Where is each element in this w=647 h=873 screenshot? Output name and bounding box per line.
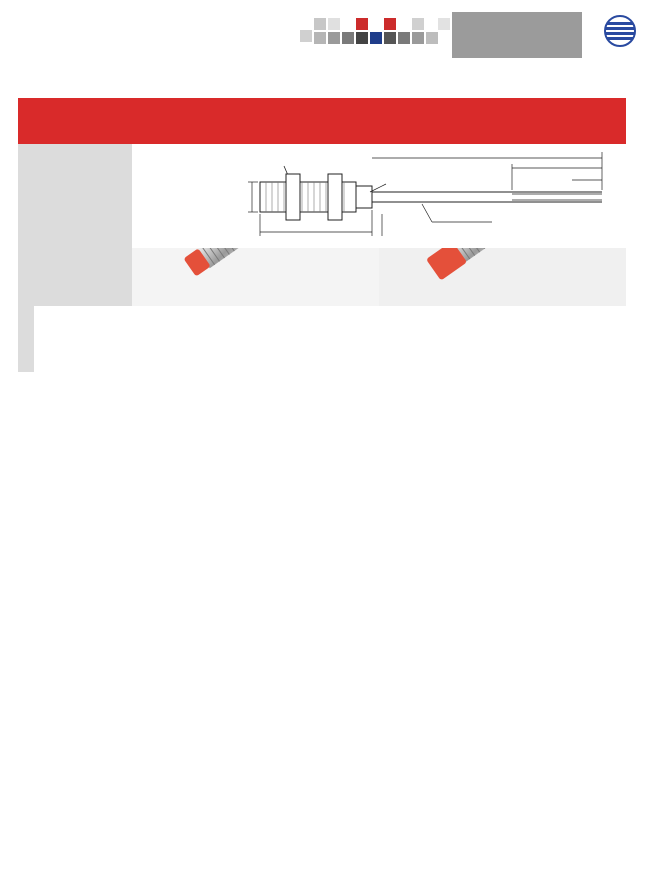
- dimension-drawing: [132, 144, 626, 248]
- series-header-block: [452, 12, 582, 58]
- title-banner: [18, 98, 626, 144]
- output-method-group-label: [18, 306, 34, 372]
- dimensions-row: [18, 144, 626, 248]
- dimensions-label: [18, 144, 132, 248]
- brand-logo: [600, 14, 640, 56]
- header-decoration: [300, 18, 450, 54]
